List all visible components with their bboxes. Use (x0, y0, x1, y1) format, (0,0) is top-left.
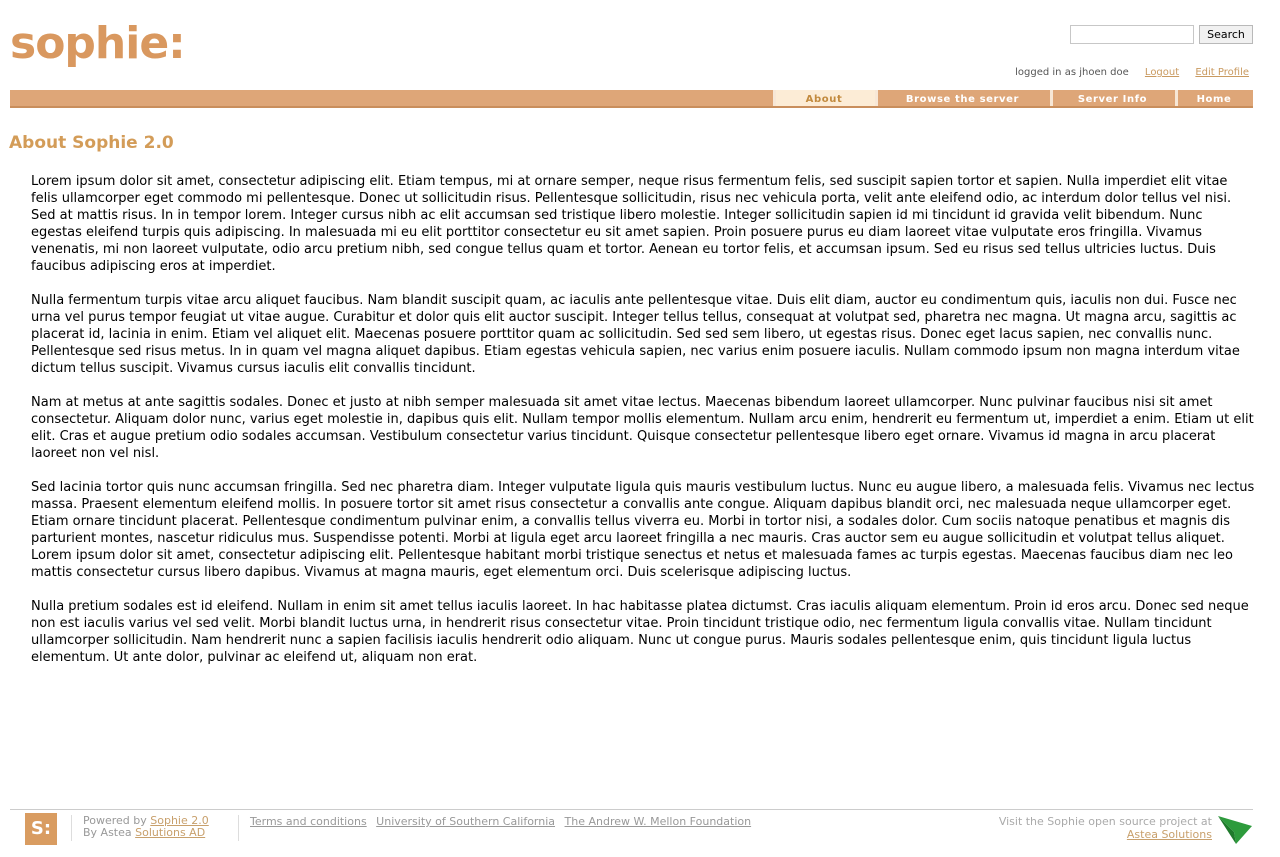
search-input[interactable] (1070, 25, 1194, 44)
logged-in-text: logged in as jhoen doe (1015, 67, 1129, 78)
tab-separator (773, 90, 776, 106)
tab-label: Browse the server (905, 94, 1020, 105)
usc-link[interactable]: University of Southern California (376, 815, 556, 828)
mellon-foundation-link[interactable]: The Andrew W. Mellon Foundation (564, 815, 752, 828)
footer-separator (238, 815, 239, 841)
tab-separator (1050, 90, 1053, 106)
powered-by (83, 815, 209, 839)
nav-underline (10, 106, 1253, 108)
tab-label: About (805, 94, 843, 105)
terms-link[interactable]: Terms and conditions (250, 815, 367, 828)
paragraph: Lorem ipsum dolor sit amet, consectetur adipiscing elit. Etiam tempus, mi at ornare semper, neque risus fermentum felis, sed suscipit sapien tortor et sapien. Nulla imperdiet elit vitae felis ullamcorper eget commodo mi pellentesque. Donec ut sollicitudin risus. Pellentesque sollicitudin, risus nec vehicula porta, velit ante eleifend odio, ac interdum dolor tellus vel nisi. Sed at mattis risus. In in tempor lorem. Integer cursus nibh ac elit accumsan sed tristique libero molestie. Integer sollicitudin sapien id mi tincidunt id gravida velit bibendum. Nunc egestas eleifend turpis quis adipiscing. In malesuada mi eu elit porttitor consectetur eu sit amet sapien. Proin posuere purus eu diam laoreet vitae vulputate eros fringilla. Vivamus venenatis, mi non laoreet vulputate, odio arcu pretium nibh, sed congue tellus quam et tortor. Aenean eu tortor felis, et accumsan ipsum. Sed eu risus sed tellus ultricies luctus. Duis faucibus adipiscing eros at imperdiet. (31, 174, 1232, 274)
edit-profile-link[interactable]: Edit Profile (1195, 67, 1249, 78)
sophie-link[interactable]: Sophie 2.0 (150, 814, 209, 827)
powered-by-text: Powered by (83, 814, 147, 827)
visit-project (999, 815, 1212, 841)
paragraph: Nulla pretium sodales est id eleifend. Nullam in enim sit amet tellus iaculis laoreet. In hac habitasse platea dictumst. Cras iaculis aliquam elementum. Proin id eros arcu. Donec sed neque non est iaculis varius vel sed velit. Morbi blandit luctus urna, in hendrerit risus consectetur vitae. Proin tincidunt tristique odio, nec fermentum ligula convallis vitae. Nullam tincidunt ullamcorper sollicitudin. Nam hendrerit nunc a sapien facilisis iaculis hendrerit odio aliquam. Nunc ut congue purus. Mauris sodales pellentesque enim, quis tincidunt ligula luctus elementum. Ut ante dolor, pulvinar ac eleifend ut, aliquam non erat. (31, 599, 1249, 665)
search-button[interactable]: Search (1199, 25, 1253, 44)
user-bar (1009, 67, 1249, 78)
visit-text: Visit the Sophie open source project at (998, 815, 1212, 828)
footer-links (250, 815, 757, 828)
tab-label: Home (1196, 94, 1232, 105)
main-nav (10, 90, 1253, 108)
tab-label: Server Info (1077, 94, 1148, 105)
astea-solutions-link[interactable]: Astea Solutions (1126, 828, 1212, 841)
by-text: By Astea (83, 826, 132, 839)
tab-separator (1175, 90, 1178, 106)
sophie-logo[interactable]: sophie: (10, 18, 185, 69)
tab-separator (875, 90, 878, 106)
footer-separator (71, 815, 72, 841)
main-content (31, 173, 1255, 683)
sophie-footer-logo: S: (25, 813, 57, 845)
astea-solutions-ad-link[interactable]: Solutions AD (135, 826, 206, 839)
page-title: About Sophie 2.0 (9, 133, 174, 153)
paragraph: Sed lacinia tortor quis nunc accumsan fringilla. Sed nec pharetra diam. Integer vulputate ligula quis mauris vestibulum luctus. Nunc eu augue libero, a malesuada felis. Vivamus nec lectus massa. Praesent elementum eleifend mollis. In posuere tortor sit amet risus consectetur a convallis ante congue. Aliquam dapibus blandit orci, nec malesuada neque ullamcorper eget. Etiam ornare tincidunt placerat. Pellentesque condimentum pulvinar enim, a convallis tellus viverra eu. Morbi in tortor nisi, a sodales dolor. Cum sociis natoque penatibus et magnis dis parturient montes, nascetur ridiculus mus. Suspendisse potenti. Morbi at ligula eget arcu laoreet fringilla a nec mauris. Cras auctor sem eu augue sollicitudin et volutpat tellus aliquet. Lorem ipsum dolor sit amet, consectetur adipiscing elit. Pellentesque habitant morbi tristique senectus et netus et malesuada fames ac turpis egestas. Maecenas faucibus diam nec leo mattis consectetur cursus libero dapibus. Vivamus at magna mauris, eget elementum orci. Duis scelerisque adipiscing luctus. (31, 480, 1255, 580)
logout-link[interactable]: Logout (1144, 67, 1180, 78)
paragraph: Nam at metus at ante sagittis sodales. Donec et justo at nibh semper malesuada sit amet vitae lectus. Maecenas bibendum laoreet ullamcorper. Nunc pulvinar faucibus nisi sit amet consectetur. Aliquam dolor nunc, varius eget molestie in, dapibus quis elit. Nullam tempor mollis elementum. Nullam arcu enim, hendrerit eu fermentum ut, imperdiet a enim. Etiam ut elit elit. Cras et augue pretium odio sodales accumsan. Vestibulum consectetur varius tincidunt. Quisque consectetur pellentesque libero eget ornare. Vivamus id magna in arcu placerat laoreet non vel nisl. (31, 395, 1254, 461)
paragraph: Nulla fermentum turpis vitae arcu aliquet faucibus. Nam blandit suscipit quam, ac iaculis ante pellentesque vitae. Duis elit diam, auctor eu condimentum quis, iaculis non dui. Fusce nec urna vel purus tempor feugiat ut vitae augue. Curabitur et dolor quis elit auctor suscipit. Integer tellus tellus, consequat at volutpat sed, pharetra nec magna. Ut magna arcu, sagittis ac placerat id, lacinia in enim. Etiam vel aliquet elit. Maecenas posuere porttitor quam ac sollicitudin. Sed sed sem libero, ut egestas risus. Donec eget lacus sapien, nec convallis nunc. Pellentesque sed risus metus. In in quam vel magna aliquet dapibus. Etiam egestas vehicula sapien, nec varius enim posuere iaculis. Nullam commodo ipsum non magna interdum vitae dictum tellus suscipit. Vivamus cursus iaculis elit convallis tincidunt. (31, 293, 1240, 376)
footer-divider (10, 809, 1253, 810)
astea-arrow-icon[interactable] (1218, 812, 1254, 846)
